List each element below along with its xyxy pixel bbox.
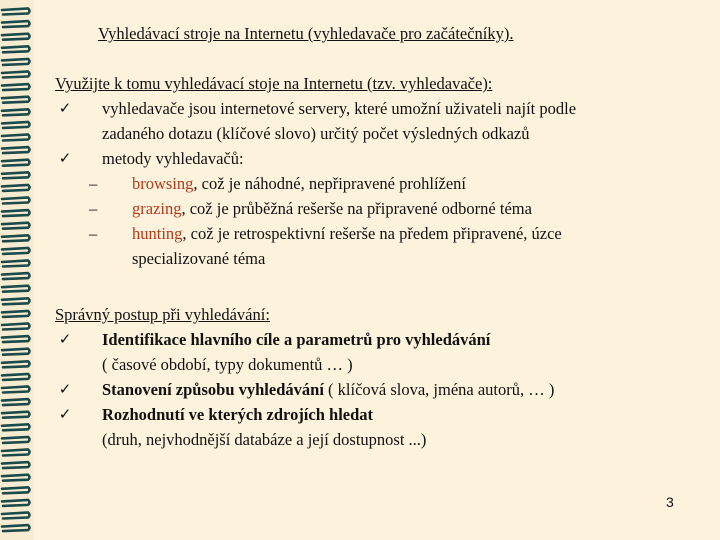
step-detail: ( klíčová slova, jména autorů, … ) — [323, 380, 555, 399]
term-grazing: grazing — [132, 199, 182, 218]
bullet-method-choice — [55, 377, 695, 402]
binding-loop — [2, 185, 30, 191]
binding-loop — [2, 349, 30, 355]
binding-loop — [2, 97, 30, 103]
binding-loop — [2, 450, 30, 456]
spiral-binding — [0, 0, 34, 540]
term-hunting: hunting — [132, 224, 183, 243]
binding-loop — [2, 324, 30, 330]
method-hunting — [55, 221, 695, 271]
binding-loop — [2, 424, 30, 430]
binding-loop — [2, 412, 30, 418]
bullet-servers — [55, 96, 695, 146]
step-detail: ( časové období, typy dokumentů … ) — [102, 355, 353, 374]
check-icon: ✓ — [58, 405, 72, 423]
bullet-line: vyhledavače jsou internetové servery, které umožní uživateli najít podle — [102, 99, 577, 118]
section-heading-search-engines: Využijte k tomu vyhledávací stoje na Internetu (tzv. vyhledavače): — [55, 74, 493, 93]
binding-loop — [2, 84, 30, 90]
step-detail: (druh, nejvhodnější databáze a její dostupnost ...) — [102, 430, 427, 449]
check-icon: ✓ — [58, 330, 72, 348]
bullet-line: metody vyhledavačů: — [102, 149, 244, 168]
binding-loop — [2, 160, 30, 166]
binding-loop — [2, 336, 30, 342]
binding-loop — [2, 311, 30, 317]
binding-loop — [2, 487, 30, 493]
check-icon: ✓ — [58, 380, 72, 398]
binding-loop — [2, 147, 30, 153]
binding-loop — [2, 21, 30, 27]
binding-loop — [2, 248, 30, 254]
dash-marker: – — [89, 199, 98, 218]
binding-loop — [2, 361, 30, 367]
binding-loop — [2, 9, 30, 15]
binding-loop — [2, 122, 30, 128]
binding-loop — [2, 135, 30, 141]
binding-loop — [2, 109, 30, 115]
step-title: Rozhodnutí ve kterých zdrojích hledat — [102, 405, 374, 424]
binding-loop — [2, 72, 30, 78]
binding-loop — [2, 223, 30, 229]
binding-loop — [2, 399, 30, 405]
dash-marker: – — [89, 174, 98, 193]
binding-loop — [2, 59, 30, 65]
binding-loop — [2, 462, 30, 468]
binding-loop — [2, 437, 30, 443]
method-grazing — [55, 196, 695, 221]
method-description-continued: specializované téma — [132, 249, 266, 268]
check-icon: ✓ — [58, 99, 72, 117]
dash-marker: – — [89, 224, 98, 243]
step-title: Identifikace hlavního cíle a parametrů pro vyhledávání — [102, 330, 491, 349]
binding-loop — [2, 261, 30, 267]
binding-loop — [2, 298, 30, 304]
search-engines-section — [55, 71, 695, 271]
bullet-line: zadaného dotazu (klíčové slovo) určitý počet výsledných odkazů — [102, 124, 530, 143]
binding-loop — [2, 286, 30, 292]
binding-loop — [2, 235, 30, 241]
binding-loop — [2, 198, 30, 204]
binding-loop — [2, 374, 30, 380]
binding-loop — [2, 46, 30, 52]
section-heading-procedure: Správný postup při vyhledávání: — [55, 305, 270, 324]
method-description: , což je náhodné, nepřipravené prohlížení — [193, 174, 467, 193]
bullet-sources — [55, 402, 695, 452]
check-icon: ✓ — [58, 149, 72, 167]
method-description: , což je retrospektivní rešerše na předem připravené, úzce — [182, 224, 562, 243]
bullet-identification — [55, 327, 695, 377]
binding-loop — [2, 525, 30, 531]
step-title: Stanovení způsobu vyhledávání — [102, 380, 324, 399]
binding-loop — [2, 273, 30, 279]
binding-loop — [2, 500, 30, 506]
binding-loop — [2, 475, 30, 481]
binding-loop — [2, 210, 30, 216]
binding-loop — [2, 513, 30, 519]
binding-loop — [2, 387, 30, 393]
slide-title: Vyhledávací stroje na Internetu (vyhledavače pro začátečníky). — [98, 24, 514, 43]
page-number: 3 — [666, 494, 674, 510]
method-description: , což je průběžná rešerše na připravené odborné téma — [181, 199, 532, 218]
method-browsing — [55, 171, 695, 196]
bullet-methods — [55, 146, 695, 171]
binding-loop — [2, 34, 30, 40]
binding-loop — [2, 172, 30, 178]
search-procedure-section — [55, 302, 695, 452]
term-browsing: browsing — [132, 174, 194, 193]
spiral-binding-graphic — [0, 0, 34, 540]
